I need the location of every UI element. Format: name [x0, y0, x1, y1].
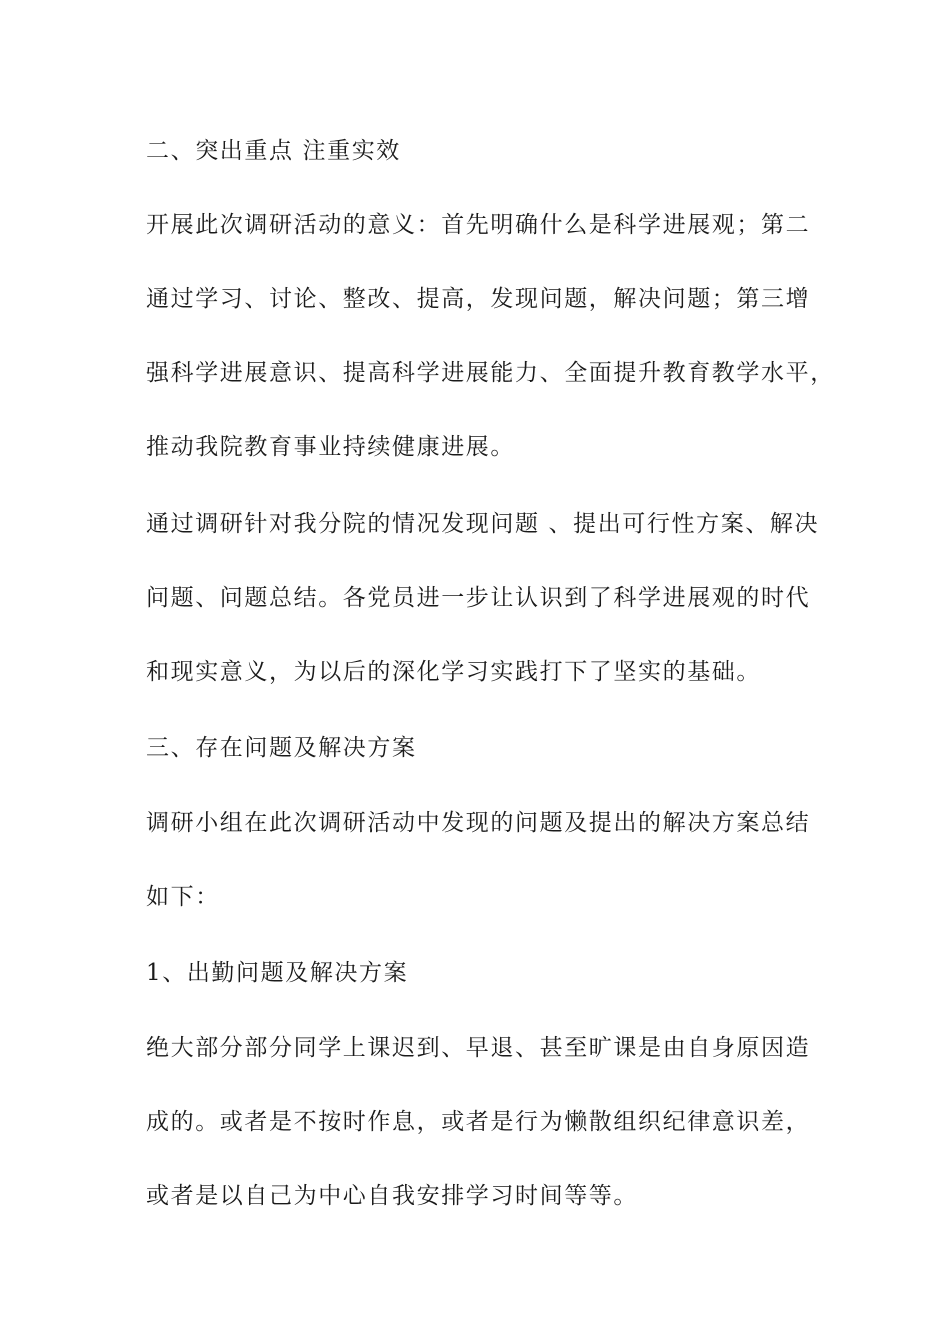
- paragraph-line: 如下：: [146, 884, 220, 910]
- section-heading-2: 二、突出重点 注重实效: [146, 138, 401, 164]
- paragraph-line: 通过学习、讨论、整改、提高，发现问题，解决问题；第三增: [146, 286, 811, 312]
- paragraph-line: 调研小组在此次调研活动中发现的问题及提出的解决方案总结: [146, 810, 811, 836]
- paragraph-line: 绝大部分部分同学上课迟到、早退、甚至旷课是由自身原因造: [146, 1035, 811, 1061]
- subsection-heading-1: 1、出勤问题及解决方案: [146, 960, 409, 986]
- paragraph-line: 和现实意义，为以后的深化学习实践打下了坚实的基础。: [146, 659, 761, 685]
- paragraph-line: 推动我院教育事业持续健康进展。: [146, 434, 515, 460]
- paragraph-line: 通过调研针对我分院的情况发现问题 、提出可行性方案、解决: [146, 511, 820, 537]
- paragraph-line: 开展此次调研活动的意义：首先明确什么是科学进展观；第二: [146, 212, 811, 238]
- paragraph-line: 问题、问题总结。各党员进一步让认识到了科学进展观的时代: [146, 585, 811, 611]
- paragraph-line: 或者是以自己为中心自我安排学习时间等等。: [146, 1183, 638, 1209]
- section-heading-3: 三、存在问题及解决方案: [146, 735, 417, 761]
- paragraph-line: 成的。或者是不按时作息，或者是行为懒散组织纪律意识差，: [146, 1109, 811, 1135]
- paragraph-line: 强科学进展意识、提高科学进展能力、全面提升教育教学水平，: [146, 360, 835, 386]
